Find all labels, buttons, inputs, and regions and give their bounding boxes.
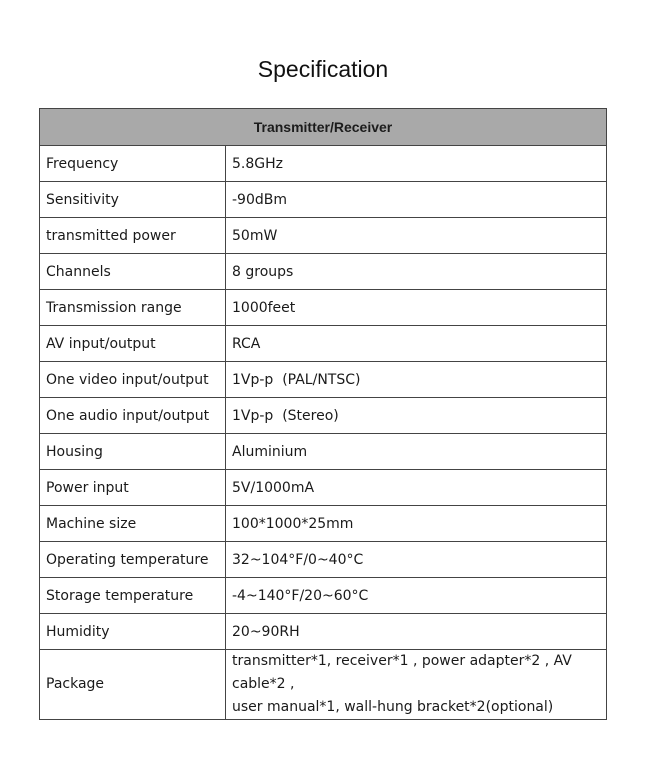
table-row — [40, 434, 607, 470]
row-value: 20~90RH — [226, 614, 607, 650]
row-label: Machine size — [40, 506, 226, 542]
table-row — [40, 542, 607, 578]
row-value: Aluminium — [226, 434, 607, 470]
row-label: Package — [40, 650, 226, 720]
row-value: -90dBm — [226, 182, 607, 218]
row-value: -4~140°F/20~60°C — [226, 578, 607, 614]
table-row — [40, 326, 607, 362]
row-label: Channels — [40, 254, 226, 290]
table-header: Transmitter/Receiver — [40, 109, 607, 146]
row-label: AV input/output — [40, 326, 226, 362]
table-row — [40, 254, 607, 290]
table-row — [40, 182, 607, 218]
row-value: 8 groups — [226, 254, 607, 290]
row-value: 1Vp-p (Stereo) — [226, 398, 607, 434]
table-row — [40, 614, 607, 650]
row-value: 100*1000*25mm — [226, 506, 607, 542]
table-row — [40, 506, 607, 542]
row-label: Operating temperature — [40, 542, 226, 578]
row-value: 1Vp-p (PAL/NTSC) — [226, 362, 607, 398]
row-label: One audio input/output — [40, 398, 226, 434]
row-label: Humidity — [40, 614, 226, 650]
row-value: RCA — [226, 326, 607, 362]
row-value: 5.8GHz — [226, 146, 607, 182]
row-label: Sensitivity — [40, 182, 226, 218]
row-label: transmitted power — [40, 218, 226, 254]
row-label: Storage temperature — [40, 578, 226, 614]
table-row — [40, 218, 607, 254]
row-label: Housing — [40, 434, 226, 470]
table-row — [40, 290, 607, 326]
row-value: 50mW — [226, 218, 607, 254]
table-row — [40, 650, 607, 720]
table-row — [40, 362, 607, 398]
table-row — [40, 146, 607, 182]
row-value: 32~104°F/0~40°C — [226, 542, 607, 578]
table-header-row — [40, 109, 607, 146]
table-row — [40, 578, 607, 614]
row-label: Frequency — [40, 146, 226, 182]
table-row — [40, 470, 607, 506]
row-value: 1000feet — [226, 290, 607, 326]
specification-table — [39, 108, 607, 720]
table-row — [40, 398, 607, 434]
row-label: One video input/output — [40, 362, 226, 398]
row-label: Power input — [40, 470, 226, 506]
row-value: 5V/1000mA — [226, 470, 607, 506]
row-label: Transmission range — [40, 290, 226, 326]
page-title: Specification — [257, 56, 389, 82]
row-value: transmitter*1, receiver*1 , power adapter*2 , AV cable*2 , user manual*1, wall-hung bracket*2(optional) — [226, 650, 607, 720]
